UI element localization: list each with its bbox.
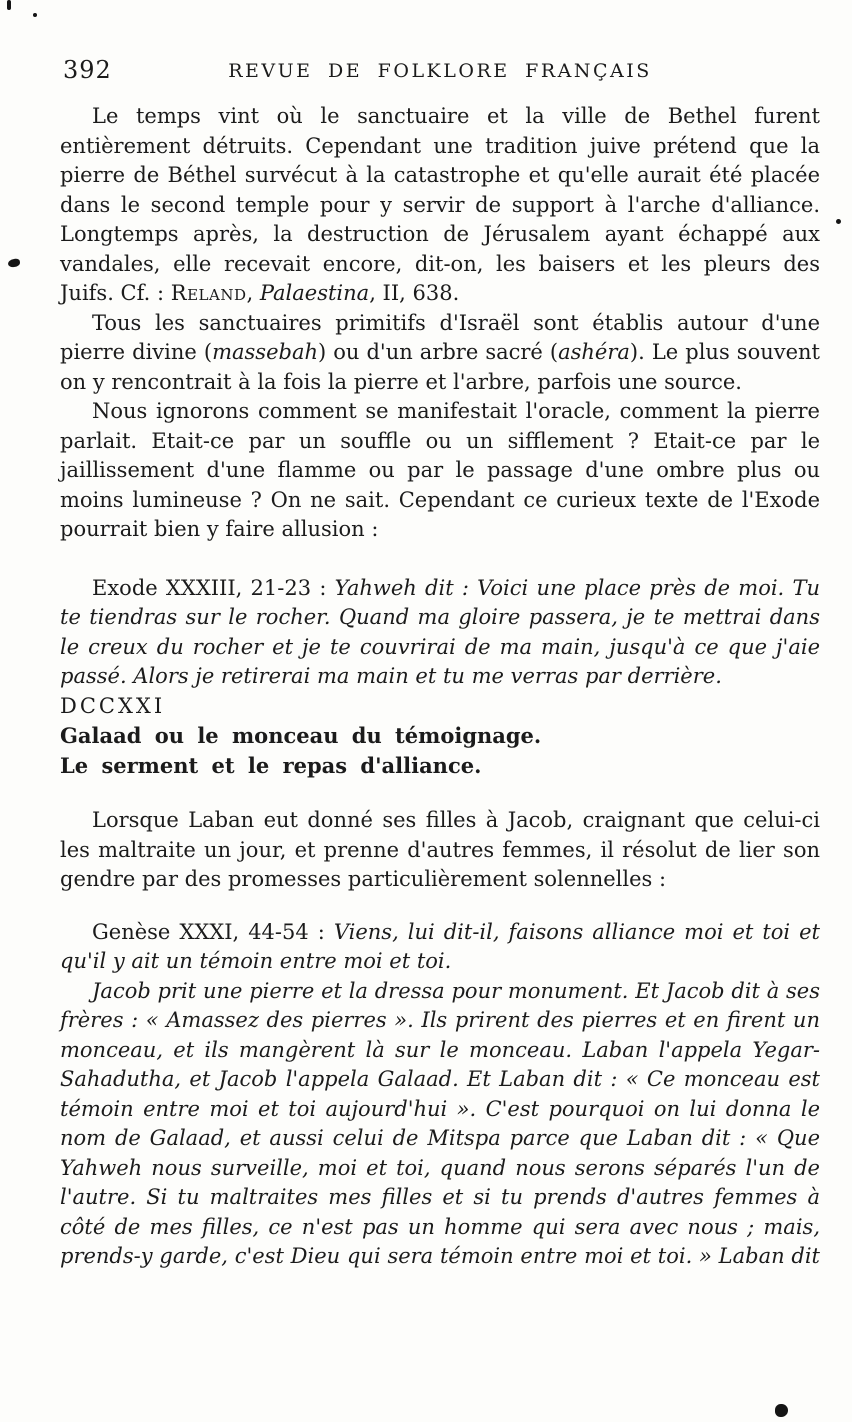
section-title-line2: Le serment et le repas d'alliance. [60,752,482,778]
text-segment: massebah [212,340,318,364]
section-title [60,721,820,780]
paragraph-sanctuaires [60,309,820,398]
ink-speck [33,13,37,17]
text-segment: Palaestina [259,281,370,305]
quote-exode [60,574,820,692]
text-segment: Exode XXXIII, 21-23 : [92,575,335,600]
text-segment: Jacob prit une pierre et la dressa pour monument. Et Jacob dit à ses frères : « Amassez des pierres ». Ils prirent des pierres et en firent un monceau, et ils mangèrent là sur le monceau. Laban l'appela Yegar-Sahadutha, et Jacob l'appela Galaad. Et Laban dit : « Ce monceau est témoin entre moi et toi aujourd'hui ». C'est pourquoi on lui donna le nom de Galaad, et aussi celui de Mitspa parce que Laban dit : « Que Yahweh nous surveille, moi et toi, quand nous serons séparés l'un de l'autre. Si tu maltraites mes filles et si tu prends d'autres femmes à côté de mes filles, ce n'est pas un homme qui sera avec nous ; mais, prends-y garde, c'est Dieu qui sera témoin entre moi et toi. » Laban dit [60,978,820,1268]
ink-speck [7,0,11,10]
text-segment: Lorsque Laban eut donné ses filles à Jacob, craignant que celui-ci les maltraite un jour, et prenne d'autres femmes, il résolut de lier son gendre par des promesses particulièrement solennelles : [60,808,820,891]
text-segment: Le temps vint où le sanctuaire et la ville de Bethel furent entièrement détruits. Cependant une tradition juive prétend que la pierre de Béthel survécut à la catastrophe et qu'elle aurait été placée dans le second temple pour y servir de support à l'arche d'alliance. Longtemps après, la destruction de Jérusalem ayant échappé aux vandales, elle recevait encore, dit-on, les baisers et les pleurs des Juifs. Cf. : [60,104,820,305]
paragraph-laban [60,806,820,895]
page-body [60,102,820,1272]
text-segment: Genèse XXXI, 44-54 : [92,919,334,944]
quote-genese-intro [60,918,820,977]
text-segment: Reland [170,281,247,305]
text-segment: Tous les sanctuaires primitifs d'Israël sont établis autour d'une pierre divine ( [60,310,820,364]
section-title-line1: Galaad ou le monceau du témoignage. [60,723,542,748]
text-segment: Nous ignorons comment se manifestait l'oracle, comment la pierre parlait. Etait-ce par un souffle ou un sifflement ? Etait-ce par le jaillissement d'une flamme ou par le passage d'une ombre plus ou moins lumineuse ? On ne sait. Cependant ce curieux texte de l'Exode pourrait bien y faire allusion : [60,399,820,541]
journal-title: REVUE DE FOLKLORE FRANÇAIS [228,60,652,82]
text-segment: Yahweh dit : Voici une place près de moi. Tu te tiendras sur le rocher. Quand ma gloire passera, je te mettrai dans le creux du rocher et je te couvrirai de ma main, jusqu'à ce que j'aie passé. Alors je retirerai ma main et tu me verras par derrière. [60,575,820,688]
text-segment: ) ou d'un arbre sacré ( [318,340,559,364]
text-segment: , [246,281,260,305]
ink-speck [836,219,841,224]
text-segment: , II, 638. [369,281,460,305]
text-segment: ). Le plus souvent on y rencontrait à la fois la pierre et l'arbre, parfois une source. [60,340,820,394]
text-segment: ashéra [558,340,630,364]
quote-genese-body [60,977,820,1272]
page-header [60,55,820,85]
section-number: DCCXXI [60,693,166,718]
text-segment: Viens, lui dit-il, faisons alliance moi et toi et qu'il y ait un témoin entre moi et toi. [60,919,820,973]
page-number: 392 [63,56,112,84]
paragraph-bethel [60,102,820,309]
paragraph-oracle [60,397,820,545]
ink-speck [8,258,21,268]
ink-speck [775,1404,788,1417]
